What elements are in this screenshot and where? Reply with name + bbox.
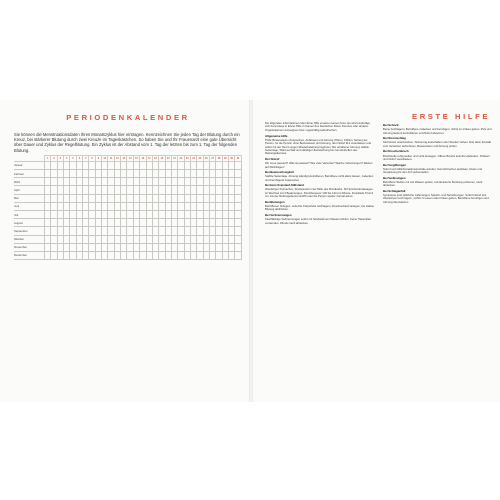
day-cell[interactable] xyxy=(235,235,242,243)
day-number: 5 xyxy=(70,155,76,161)
month-row xyxy=(14,219,242,227)
day-number: 19 xyxy=(160,156,164,160)
day-number: 25 xyxy=(198,156,202,160)
day-number: 9 xyxy=(95,155,101,161)
day-cell[interactable] xyxy=(235,178,242,186)
text-column-right xyxy=(383,122,494,225)
month-row xyxy=(14,161,242,169)
section-text: Stabile Seitenlage. Atmung ständig kontrollieren. Betroffene nicht allein lassen, zudecken und beruhigend zusprechen. xyxy=(265,175,374,182)
month-row xyxy=(14,235,242,243)
calendar-grid xyxy=(14,155,242,260)
day-cell[interactable] xyxy=(235,170,242,178)
day-number: 29 xyxy=(223,156,227,160)
month-row xyxy=(14,202,242,210)
period-calendar-page xyxy=(0,100,250,402)
first-aid-page xyxy=(253,100,500,402)
page-title: ERSTE HILFE xyxy=(412,112,490,121)
section-heading: Bei Stromschlag xyxy=(383,136,406,141)
day-cell[interactable] xyxy=(235,202,242,210)
day-cell[interactable] xyxy=(235,227,242,235)
section-text: Stromkreis unterbrechen, Sicherung ausschalten oder Stecker ziehen. Erst dann Kontakt zum Verletzten aufnehmen, Bewusstsein und Atmung prüfen. xyxy=(383,141,492,148)
day-number: 21 xyxy=(173,156,176,160)
day-cell[interactable] xyxy=(235,243,242,251)
day-number: 14 xyxy=(128,156,132,160)
section-heading: Bei Schock xyxy=(383,123,399,128)
section-heading: Bei Verätzungen xyxy=(383,175,406,180)
section-text: Prüfe Bewusstsein (Ansprechen, Anfassen) und Atmung (Hören, Fühlen, Sehen) der Person. Ist die Person ohne Bewusstsein und Atmung, den Notruf 112 veranlassen und sofort mit der Herz-Lungen-Wiederbelebung beginnen. Bei erhaltener Atmung: stabile Seitenlage, Wärmeerhalt und ständige Überwachung bis zum Eintreffen des Rettungsdienstes. xyxy=(265,138,372,156)
month-row xyxy=(14,227,242,235)
period-table xyxy=(14,155,242,260)
planner-spread xyxy=(0,100,500,402)
day-number: 10 xyxy=(103,156,107,160)
day-number: 20 xyxy=(166,156,170,160)
day-number: 4 xyxy=(64,155,70,161)
page-title: PERIODENKALENDER xyxy=(66,113,190,122)
day-cell[interactable] xyxy=(235,186,242,194)
section-text: Oberkörper freimachen, Druckpunkt in der Mitte des Brustkorbs. 30 Herzdruckmassagen im Wechsel mit 2 Beatmungen. Druckfrequenz 100 bis 120 pro Minute, Drucktiefe 5 bis 6 cm, bis der Rettungsdienst eintrifft oder die Person wieder normal atmet. xyxy=(265,188,374,199)
day-number: 16 xyxy=(141,156,145,160)
day-cell[interactable] xyxy=(235,161,242,169)
day-number: 8 xyxy=(89,155,95,161)
month-label: November xyxy=(14,243,45,251)
day-number: 27 xyxy=(211,156,214,160)
section-heading: Bei Vergiftungen xyxy=(383,162,406,167)
day-number: 31 xyxy=(235,155,242,161)
section-heading: Allgemeine Hilfe xyxy=(265,133,288,138)
day-cell[interactable] xyxy=(235,219,242,227)
day-number: 12 xyxy=(116,156,119,160)
section-text: Beine hochlagern, Betroffene zudecken und beruhigen, nichts zu trinken geben. Puls und Atmung laufend kontrollieren und Notruf absetzen. xyxy=(383,128,492,135)
month-row xyxy=(14,210,242,218)
section-heading: Bei Knochenbruch xyxy=(383,149,409,154)
day-number: 6 xyxy=(76,155,82,161)
section-text: Bruchstelle ruhig stellen und nicht bewegen. Offene Brüche keimfrei abdecken. Polstern und Notruf veranlassen. xyxy=(383,154,490,161)
day-number: 22 xyxy=(179,156,183,160)
month-label: August xyxy=(14,219,45,227)
day-number: 30 xyxy=(230,156,233,160)
day-number: 13 xyxy=(122,156,126,160)
month-label: April xyxy=(14,186,45,194)
section-heading: Bei Herz-Kreislauf-Stillstand xyxy=(265,183,304,188)
month-row xyxy=(14,251,242,259)
day-number: 17 xyxy=(147,156,151,160)
month-label: September xyxy=(14,227,45,235)
text-column-left xyxy=(265,122,376,225)
day-number: 18 xyxy=(154,156,157,160)
day-number: 26 xyxy=(204,156,208,160)
section-text: Notruf und Giftinformationszentrale anrufen. Kein Erbrechen auslösen, Reste und Verpackung für den Arzt sicherstellen. xyxy=(383,167,483,175)
day-number: 1 xyxy=(45,155,51,161)
day-cell[interactable] xyxy=(235,194,242,202)
month-label: Januar xyxy=(14,161,45,169)
section-heading: Bei Bewusstlosigkeit xyxy=(265,170,294,175)
month-label: Februar xyxy=(14,170,45,178)
section-text: Betroffene Stellen mit viel Wasser spülen, kontaminierte Kleidung entfernen, steril abdecken. xyxy=(383,180,483,188)
first-aid-text xyxy=(265,122,494,225)
section-text: Symptome sind plötzliche Lähmungen, Sprach- und Sehstörungen. Sofort Notruf 112, Oberkörper hoch lagern, nichts zu essen oder trinken geben, Betroffene beruhigen und Atmung überwachen. xyxy=(383,193,489,204)
day-number: 3 xyxy=(57,155,63,161)
section-heading: Bei Schlaganfall xyxy=(383,188,406,193)
day-number: 23 xyxy=(185,156,189,160)
month-label: März xyxy=(14,178,45,186)
month-row xyxy=(14,170,242,178)
day-number: 28 xyxy=(217,156,221,160)
section-text: Wo ist es passiert? Was ist passiert? Wie viele Verletzte? Welche Verletzungen? Warten auf Rückfragen! xyxy=(265,162,373,169)
intro-text: Sie können die Menstruationsdaten Ihres Monatszyklus hier eintragen. Kennzeichnen Sie jeden Tag der Blutung durch ein Kreuz, bei stärkerer Blutung durch zwei Kreuze im Tageskästchen. So haben Sie und Ihr Frauenarzt eine gute Übersicht über Dauer und Zyklus der Regelblutung. Ein Zyklus ist der Abstand vom 1. Tag der letzten bis zum 1. Tag der folgenden Blutung. xyxy=(14,132,240,153)
month-row xyxy=(14,178,242,186)
day-number: 7 xyxy=(83,155,89,161)
month-label: Dezember xyxy=(14,251,45,259)
month-row xyxy=(14,243,242,251)
section-text: Kleinflächige Verbrennungen sofort mit handwarmem Wasser kühlen. Keine Hausmittel verwenden, Wunde steril abdecken. xyxy=(265,218,371,225)
month-label: Oktober xyxy=(14,235,45,243)
month-row xyxy=(14,186,242,194)
day-number: 11 xyxy=(109,156,113,160)
day-number: 15 xyxy=(135,156,138,160)
section-heading: Bei Verbrennungen xyxy=(265,213,292,218)
month-label: Juli xyxy=(14,210,45,218)
section-heading: Bei Blutungen xyxy=(265,199,285,204)
section-text: Betroffenen hinlegen, verletzte Körperteile hochlagern. Druckverband anlegen, bei starker Blutung abdrücken. xyxy=(265,204,375,212)
month-label: Juni xyxy=(14,202,45,210)
section-text: Die folgenden Informationen über Erste Hilfe ersetzen keinen Kurs. Es wird empfohlen, sich Kenntnisse in Erster Hilfe in Kursen des Deutschen Roten Kreuzes oder anderer Organisationen anzueignen bzw. regelmäßig aufzufrischen. xyxy=(265,122,371,132)
month-label: Mai xyxy=(14,194,45,202)
day-cell[interactable] xyxy=(235,210,242,218)
month-row xyxy=(14,194,242,202)
section-heading: Der Notruf xyxy=(265,157,280,162)
day-number: 2 xyxy=(51,155,57,161)
day-cell[interactable] xyxy=(235,251,242,259)
day-number: 24 xyxy=(192,156,195,160)
